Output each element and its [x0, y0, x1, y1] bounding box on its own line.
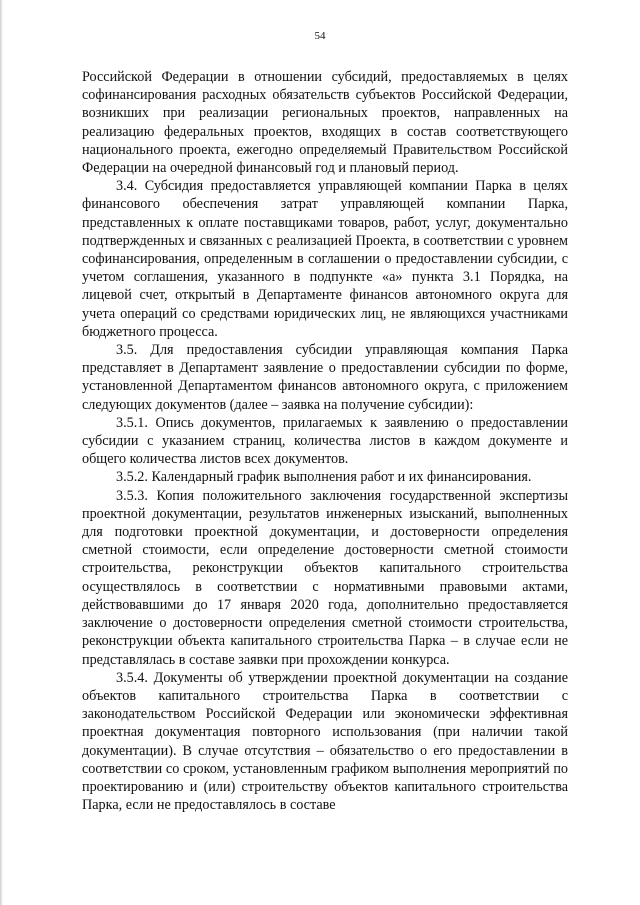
paragraph-3-5-4: 3.5.4. Документы об утверждении проектной документации на создание объектов капитального строительства Парка в соответствии с законодательством Российской Федерации или экономически эффективная проектная документация повторного использования (при наличии такой документации). В случае отсутствия – обязательство о его предоставлении в соответствии со сроком, установленным графиком выполнения мероприятий по проектированию и (или) строительству объектов капитального строительства Парка, если не предоставлялось в составе [82, 669, 568, 814]
page-number: 54 [314, 30, 326, 42]
paragraph-3-4: 3.4. Субсидия предоставляется управляющей компании Парка в целях финансового обеспечения затрат управляющей компании Парка, представленных к оплате поставщиками товаров, работ, услуг, документально подтвержденных и связанных с реализацией Проекта, в соответствии с уровнем софинансирования, определенным в соглашении о предоставлении субсидии, с учетом соглашения, указанного в подпункте «а» пункта 3.1 Порядка, на лицевой счет, открытый в Департаменте финансов автономного округа для учета операций со средствами юридических лиц, не являющихся участниками бюджетного процесса. [82, 178, 568, 340]
paragraph-3-5-1: 3.5.1. Опись документов, прилагаемых к заявлению о предоставлении субсидии с указанием страниц, количества листов в каждом документе и общего количества листов всех документов. [82, 414, 568, 468]
paragraph-3-5-3: 3.5.3. Копия положительного заключения государственной экспертизы проектной документации, результатов инженерных изысканий, выполненных для подготовки проектной документации, и достоверности определения сметной стоимости, если определение достоверности сметной стоимости строительства, реконструкции объектов капитального строительства осуществлялось в соответствии с нормативными правовыми актами, действовавшими до 17 января 2020 года, дополнительно предоставляется заключение о достоверности определения сметной стоимости строительства, реконструкции объекта капитального строительства Парка – в случае если не представлялась в составе заявки при прохождении конкурса. [82, 487, 568, 668]
scan-edge [0, 0, 3, 905]
body-text [82, 68, 568, 814]
paragraph-3-5: 3.5. Для предоставления субсидии управляющая компания Парка представляет в Департамент заявление о предоставлении субсидии по форме, установленной Департаментом финансов автономного округа, с приложением следующих документов (далее – заявка на получение субсидии): [82, 342, 568, 413]
paragraph-3-5-2: 3.5.2. Календарный график выполнения работ и их финансирования. [116, 469, 532, 486]
paragraph-continuation: Российской Федерации в отношении субсидий, предоставляемых в целях софинансирования расходных обязательств субъектов Российской Федерации, возникших при реализации региональных проектов, направленных на реализацию федеральных проектов, входящих в состав соответствующего национального проекта, ежегодно определяемый Правительством Российской Федерации на очередной финансовый год и плановый период. [82, 69, 568, 177]
